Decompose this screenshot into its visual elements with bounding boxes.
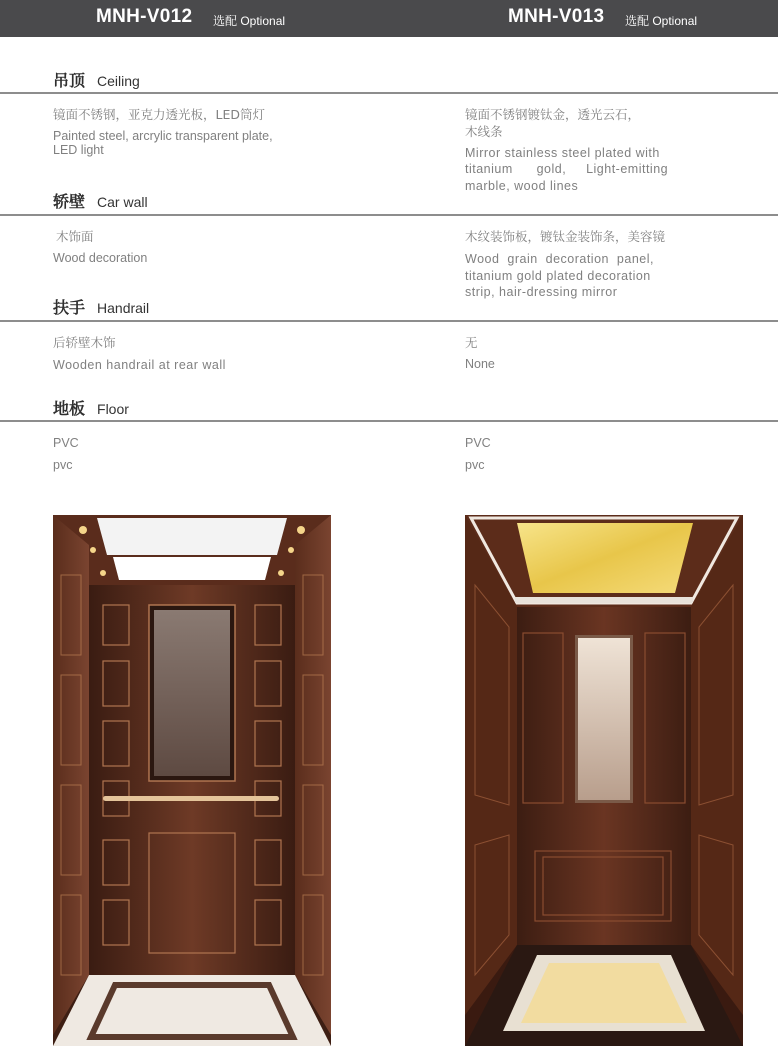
car-wall-title-en: Car wall <box>97 194 148 210</box>
floor-right-2: pvc <box>465 458 485 472</box>
ceiling-divider <box>0 92 778 94</box>
section-title-ceiling <box>53 68 140 91</box>
handrail-right-cn: 无 <box>465 335 478 350</box>
car-wall-divider <box>0 214 778 216</box>
floor-left-2: pvc <box>53 458 73 472</box>
floor-title-cn: 地板 <box>53 399 86 418</box>
handrail-left-cn: 后轿壁木饰 <box>53 335 116 350</box>
car-wall-left-cn: 木饰面 <box>56 229 94 244</box>
car-wall-left-en: Wood decoration <box>53 251 148 265</box>
ceiling-title-en: Ceiling <box>97 73 140 89</box>
right-model-title: MNH-V013 <box>508 6 605 27</box>
ceiling-right-en-2: titanium gold, Light-emitting <box>465 162 669 176</box>
handrail-right-en: None <box>465 357 495 371</box>
car-wall-right-en-2: titanium gold plated decoration <box>465 269 651 283</box>
left-model-title: MNH-V012 <box>96 6 193 27</box>
car-wall-right-en-1: Wood grain decoration panel, <box>465 252 654 266</box>
ceiling-right-cn-2: 木线条 <box>465 124 503 139</box>
floor-left-1: PVC <box>53 436 79 450</box>
elevator-photo-v013 <box>465 515 743 1046</box>
ceiling-right-en-1: Mirror stainless steel plated with <box>465 146 660 160</box>
elevator-photo-v012 <box>53 515 331 1046</box>
car-wall-right-cn: 木纹装饰板，镀钛金装饰条，美容镜 <box>465 229 666 244</box>
car-wall-right-en-3: strip, hair-dressing mirror <box>465 285 618 299</box>
ceiling-left-en-1: Painted steel, arcrylic transparent plate, <box>53 129 273 143</box>
floor-divider <box>0 420 778 422</box>
section-title-handrail <box>53 295 149 318</box>
ceiling-left-en-2: LED light <box>53 143 104 157</box>
ceiling-title-cn: 吊顶 <box>53 71 86 90</box>
handrail-title-en: Handrail <box>97 300 150 316</box>
ceiling-left-cn: 镜面不锈钢，亚克力透光板，LED筒灯 <box>53 107 265 122</box>
car-wall-title-cn: 轿壁 <box>53 192 86 211</box>
right-optional-label: 选配 Optional <box>625 14 698 28</box>
handrail-left-en: Wooden handrail at rear wall <box>53 358 226 372</box>
section-title-floor <box>53 396 129 419</box>
handrail-title-cn: 扶手 <box>53 298 86 317</box>
floor-right-1: PVC <box>465 436 491 450</box>
floor-title-en: Floor <box>97 401 129 417</box>
ceiling-right-en-3: marble, wood lines <box>465 179 579 193</box>
handrail-divider <box>0 320 778 322</box>
left-optional-label: 选配 Optional <box>213 14 286 28</box>
ceiling-right-cn-1: 镜面不锈钢镀钛金，透光云石， <box>465 107 641 122</box>
section-title-car-wall <box>53 189 148 212</box>
